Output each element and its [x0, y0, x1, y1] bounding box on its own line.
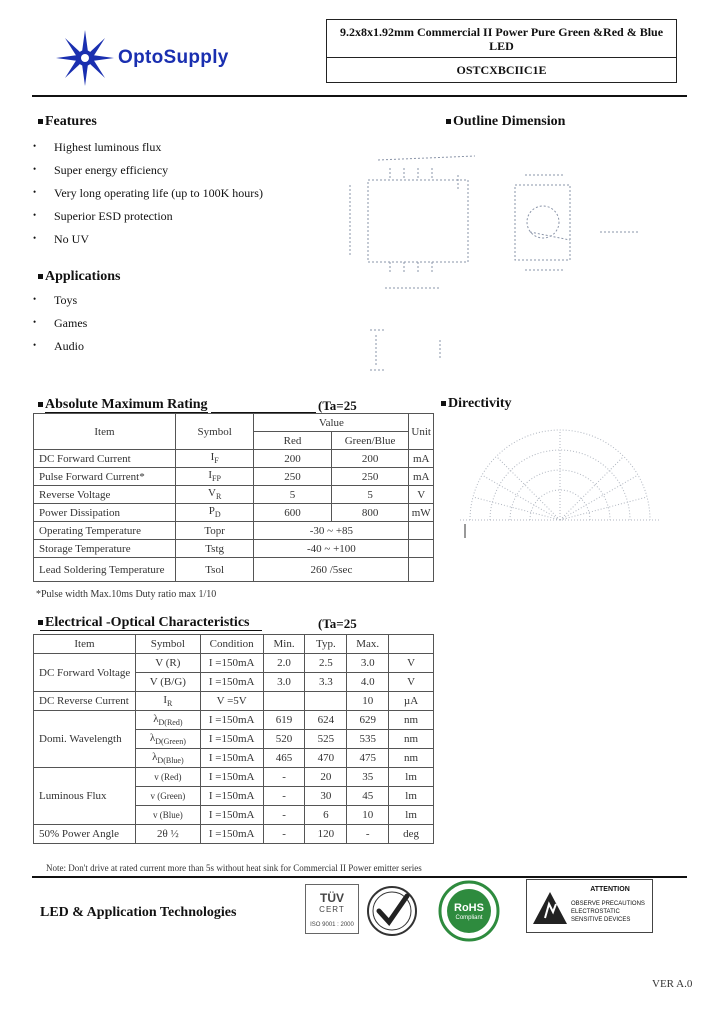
table-row: Storage Temperature Tstg -40 ~ +100	[34, 540, 434, 558]
applications-heading: Applications	[38, 269, 120, 285]
features-heading: Features	[38, 114, 97, 130]
table-row: V (B/G) I =150mA 3.0 3.3 4.0 V	[34, 673, 434, 692]
eo-heading: Electrical -Optical Characteristics	[38, 615, 249, 631]
directivity-chart	[440, 420, 680, 550]
abs-max-table	[33, 413, 434, 582]
table-row: v (Green) I =150mA - 30 45 lm	[34, 787, 434, 806]
product-title: 9.2x8x1.92mm Commercial II Power Pure Green &Red & Blue LED	[327, 20, 676, 58]
list-item: • Superior ESD protection	[33, 204, 263, 227]
col-symbol: Symbol	[175, 414, 254, 450]
table-row: $\lambda_{D(Green)}$ I =150mA 520 525 535 nm	[34, 730, 434, 749]
table-row: Pulse Forward Current* $I_{FP}$ 250 250 mA	[34, 468, 434, 486]
list-item: • No UV	[33, 227, 263, 250]
quality-check-icon	[365, 884, 419, 938]
table-row: v (Blue) I =150mA - 6 10 lm	[34, 806, 434, 825]
company-name: OptoSupply	[118, 47, 229, 68]
eo-note: Note: Don't drive at rated current more than 5s without heat sink for Commercial II Power emitter series	[46, 863, 422, 873]
list-item: • Very long operating life (up to 100K hours)	[33, 181, 263, 204]
table-row: Operating Temperature Topr -30 ~ +85	[34, 522, 434, 540]
abs-max-note: *Pulse width Max.10ms Duty ratio max 1/10	[36, 589, 217, 600]
table-row: 50% Power Angle 2θ ½ I =150mA - 120 - deg	[34, 825, 434, 844]
features-list	[33, 135, 263, 250]
table-row: Reverse Voltage $V_R$ 5 5 V	[34, 486, 434, 504]
table-header-row: Item Symbol Condition Min. Typ. Max.	[34, 635, 434, 654]
list-item: • Games	[33, 311, 87, 334]
col-unit: Unit	[409, 414, 434, 450]
col-red: Red	[254, 432, 331, 450]
esd-warning-icon	[531, 890, 569, 926]
starburst-logo-icon	[52, 28, 118, 88]
esd-attention-label: ATTENTION OBSERVE PRECAUTIONS ELECTROSTATIC SENSITIVE DEVICES	[526, 879, 653, 933]
table-row: Lead Soldering Temperature Tsol 260 /5sec	[34, 558, 434, 582]
col-item: Item	[34, 414, 176, 450]
heading-underline	[40, 630, 262, 631]
company-logo	[52, 28, 272, 88]
directivity-heading: Directivity	[441, 396, 512, 412]
eo-condition: (Ta=25	[318, 616, 357, 631]
table-row: Domi. Wavelength $\lambda_{D(Red)}$ I =150mA 619 624 629 nm	[34, 711, 434, 730]
table-row: $\lambda_{D(Blue)}$ I =150mA 465 470 475 nm	[34, 749, 434, 768]
abs-max-condition: (Ta=25	[318, 398, 357, 413]
esd-text: OBSERVE PRECAUTIONS ELECTROSTATIC SENSITIVE DEVICES	[571, 901, 645, 923]
list-item: • Super energy efficiency	[33, 158, 263, 181]
col-green-blue: Green/Blue	[331, 432, 409, 450]
applications-list	[33, 288, 87, 357]
table-row: Luminous Flux v (Red) I =150mA - 20 35 lm	[34, 768, 434, 787]
footer-company: LED & Application Technologies	[40, 905, 237, 920]
table-row: DC Reverse Current $I_R$ V =5V 10 µA	[34, 692, 434, 711]
list-item: • Highest luminous flux	[33, 135, 263, 158]
eo-table	[33, 634, 434, 844]
rohs-badge: RoHS Compliant	[436, 880, 502, 942]
header-divider	[32, 95, 687, 97]
list-item: • Toys	[33, 288, 87, 311]
table-row: DC Forward Current $I_F$ 200 200 mA	[34, 450, 434, 468]
col-value: Value	[254, 414, 409, 432]
version-label: VER A.0	[652, 978, 693, 990]
table-row: Power Dissipation $P_D$ 600 800 mW	[34, 504, 434, 522]
footer-divider	[32, 876, 687, 878]
table-row: DC Forward Voltage V (R) I =150mA 2.0 2.5 3.0 V	[34, 654, 434, 673]
abs-max-heading: Absolute Maximum Rating	[38, 397, 208, 413]
part-number: OSTCXBCIIC1E	[456, 63, 547, 77]
list-item: • Audio	[33, 334, 87, 357]
outline-drawing	[340, 140, 670, 380]
outline-heading: Outline Dimension	[446, 114, 565, 130]
title-box	[326, 19, 677, 83]
tuv-cert-badge: TÜV CERT ISO 9001 : 2000	[305, 884, 359, 934]
table-header-row	[34, 414, 434, 432]
